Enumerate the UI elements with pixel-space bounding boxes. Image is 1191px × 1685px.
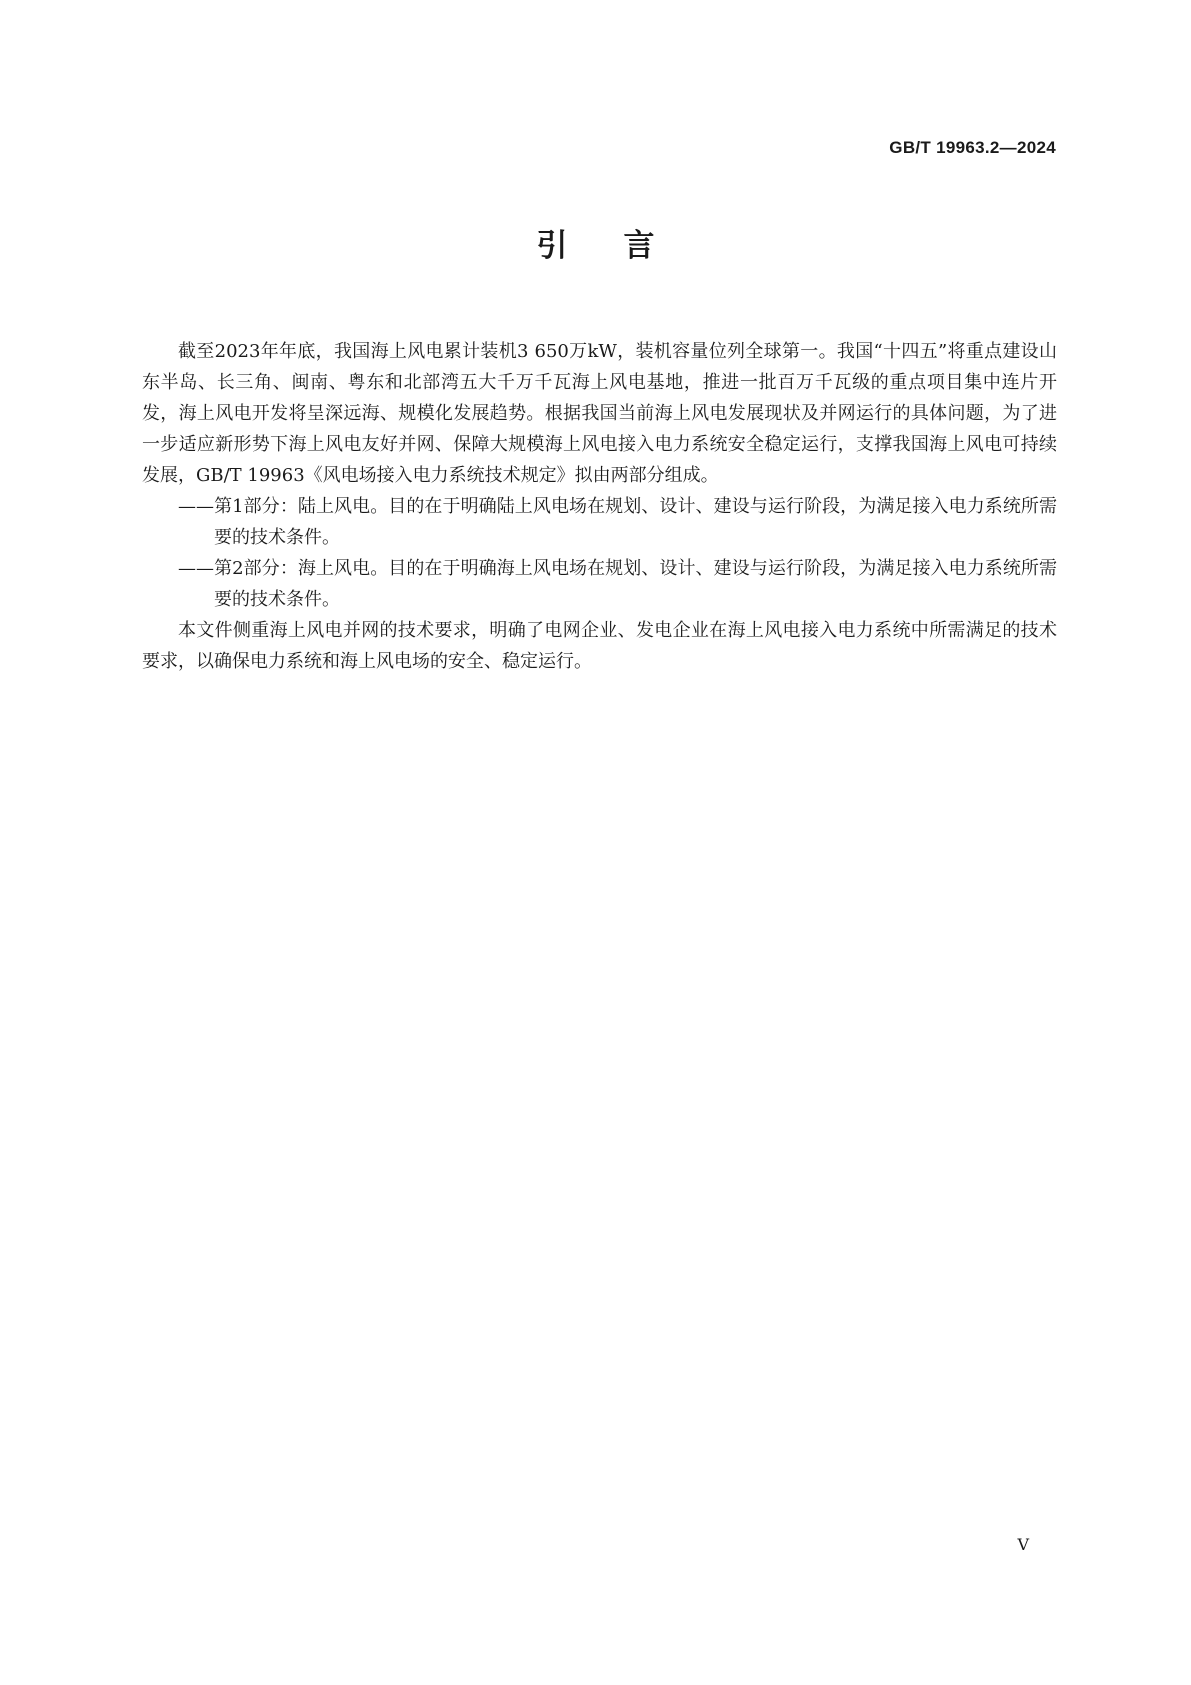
page-title: 引言 [536, 228, 711, 264]
part-2-item: ——第2部分：海上风电。目的在于明确海上风电场在规划、设计、建设与运行阶段，为满足接入电力系统所需要的技术条件。 [178, 558, 1057, 610]
standard-code: GB/T 19963.2—2024 [889, 138, 1056, 157]
document-body [142, 336, 1057, 677]
intro-paragraph: 截至2023年年底，我国海上风电累计装机3 650万kW，装机容量位列全球第一。我国“十四五”将重点建设山东半岛、长三角、闽南、粤东和北部湾五大千万千瓦海上风电基地，推进一批百万千瓦级的重点项目集中连片开发，海上风电开发将呈深远海、规模化发展趋势。根据我国当前海上风电发展现状及并网运行的具体问题，为了进一步适应新形势下海上风电友好并网、保障大规模海上风电接入电力系统安全稳定运行，支撑我国海上风电可持续发展，GB/T 19963《风电场接入电力系统技术规定》拟由两部分组成。 [142, 341, 1057, 486]
closing-paragraph: 本文件侧重海上风电并网的技术要求，明确了电网企业、发电企业在海上风电接入电力系统中所需满足的技术要求，以确保电力系统和海上风电场的安全、稳定运行。 [142, 620, 1057, 672]
part-1-item: ——第1部分：陆上风电。目的在于明确陆上风电场在规划、设计、建设与运行阶段，为满足接入电力系统所需要的技术条件。 [178, 496, 1057, 548]
page-number: V [1017, 1535, 1029, 1554]
